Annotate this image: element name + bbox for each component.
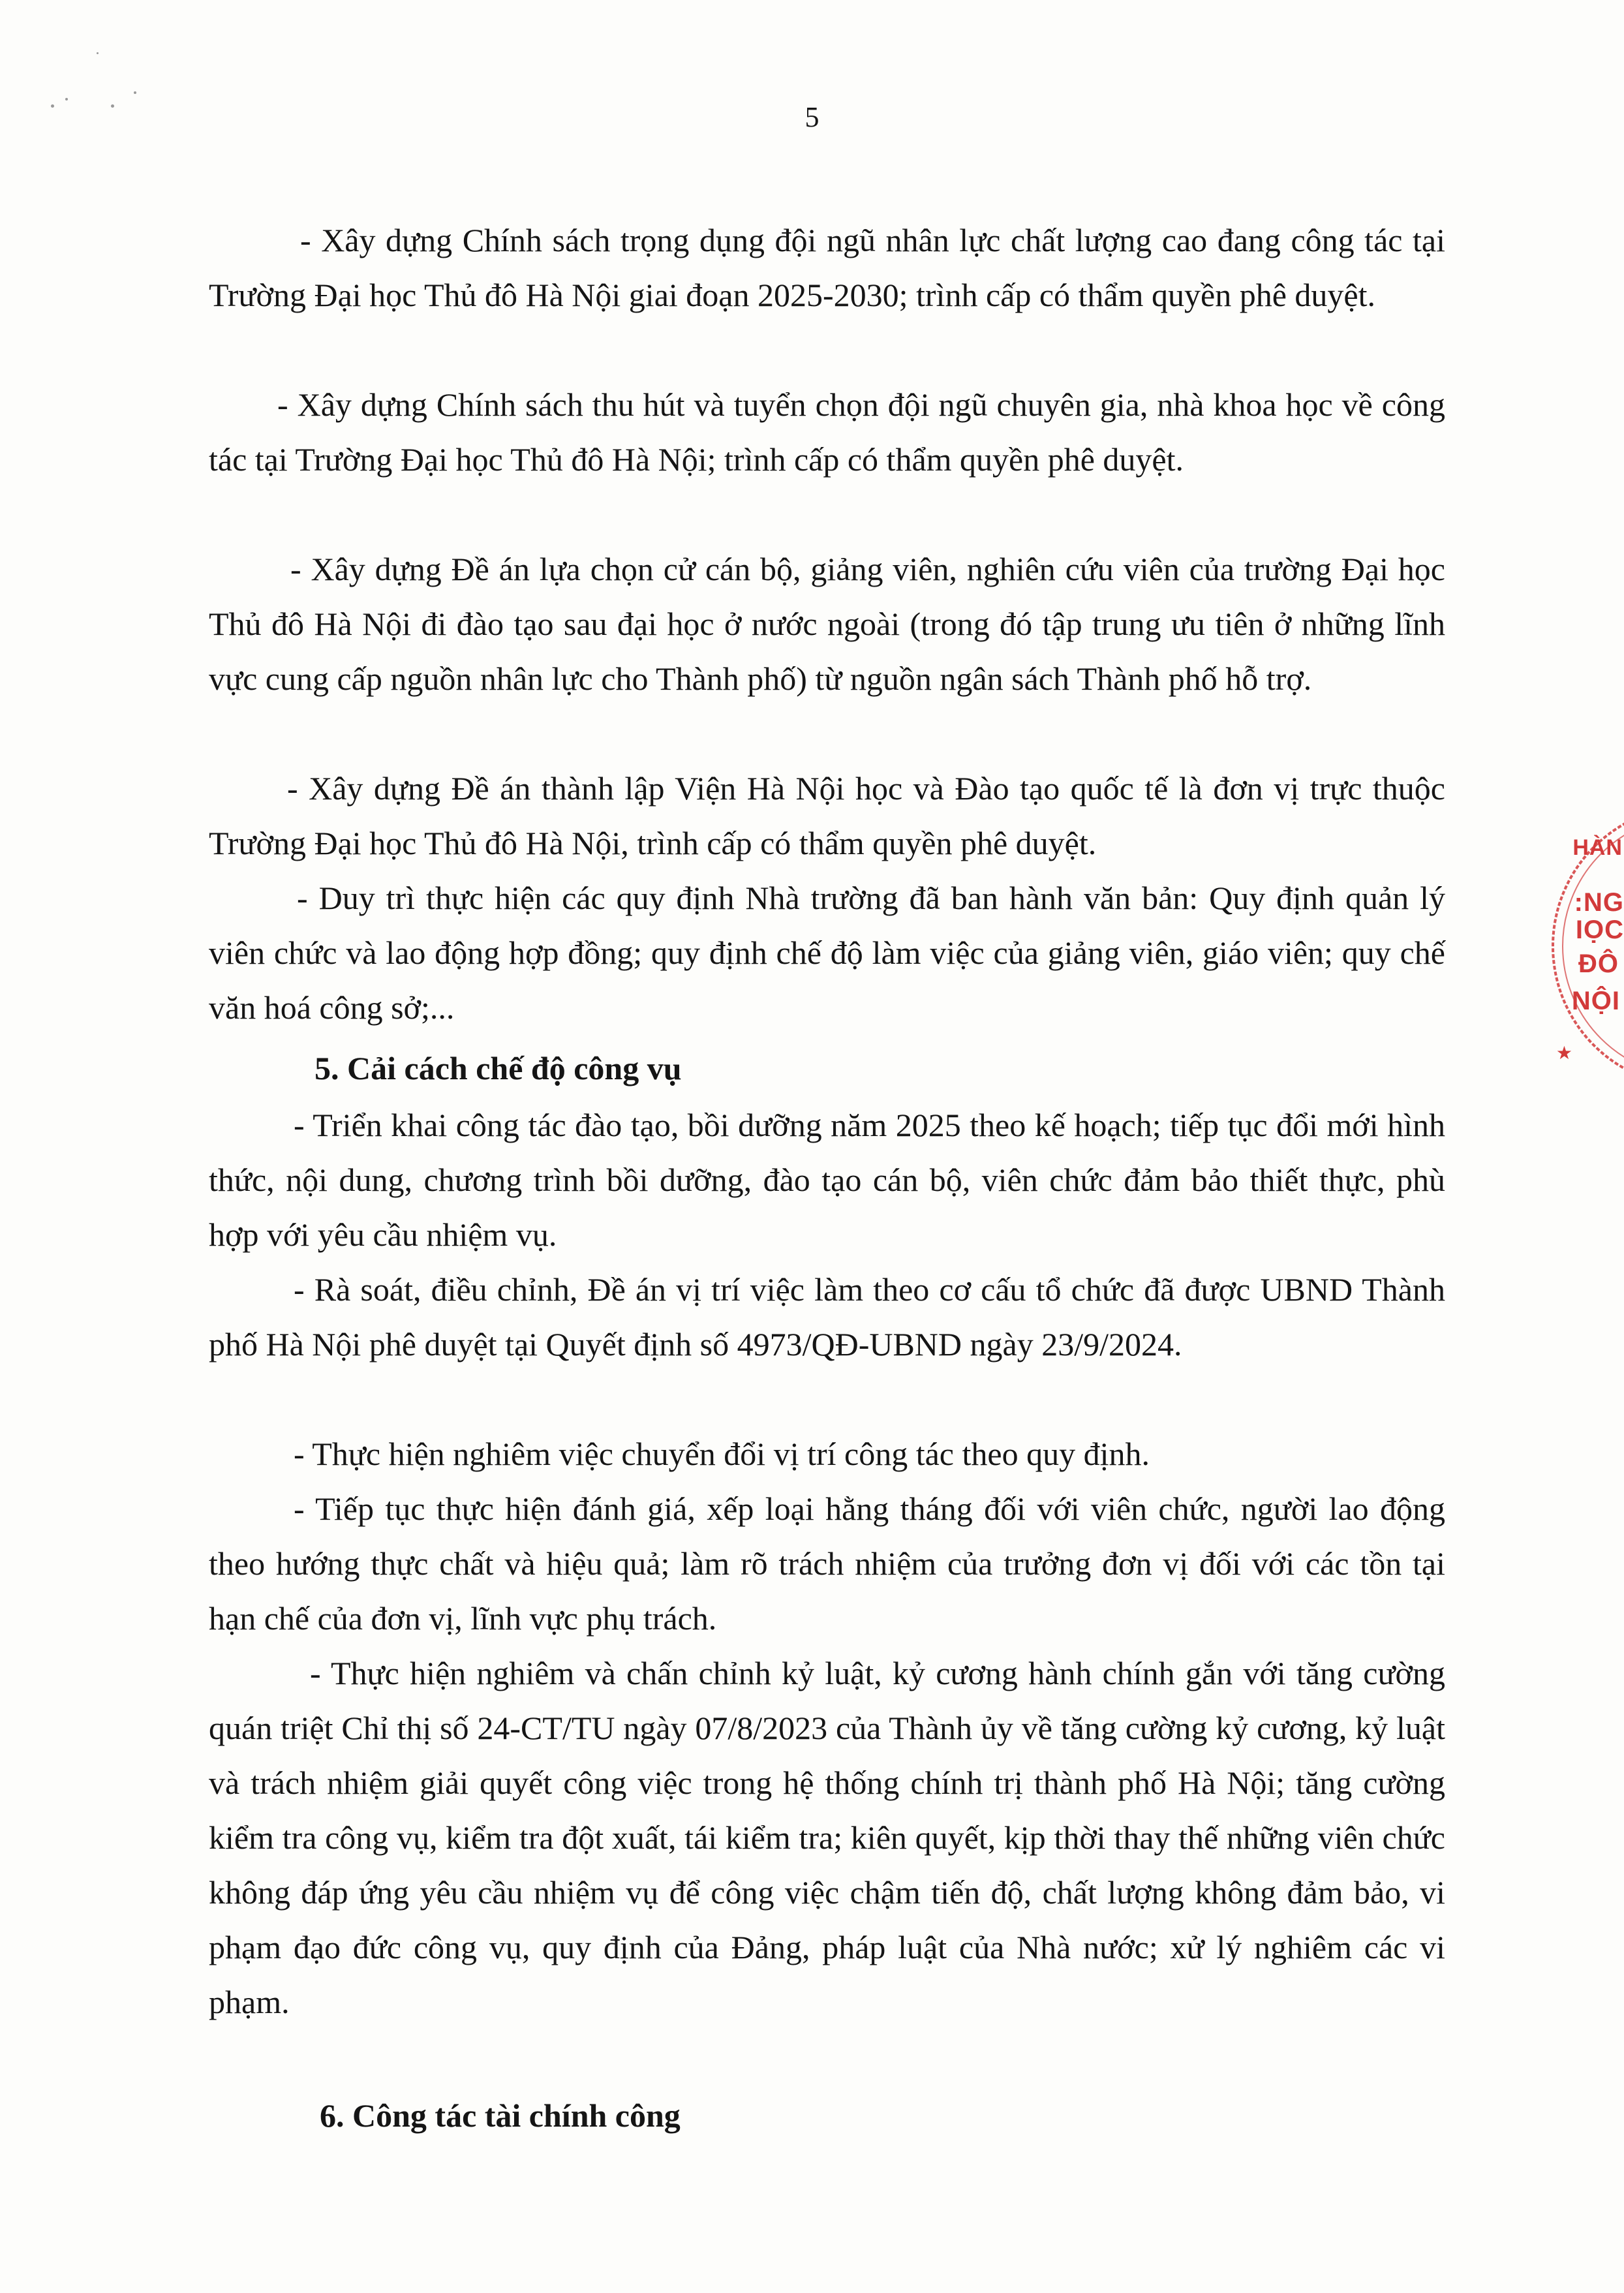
paragraph-10: - Thực hiện nghiêm và chấn chỉnh kỷ luật, kỷ cương hành chính gắn với tăng cường quán triệt Chỉ thị số 24-CT/TU ngày 07/8/2023 của Thành ủy về tăng cường kỷ cương, kỷ luật và trách nhiệm giải quyết công việc trong hệ thống chính trị thành phố Hà Nội; tăng cường kiểm tra công vụ, kiểm tra đột xuất, tái kiểm tra; kiên quyết, kịp thời thay thế những viên chức không đáp ứng yêu cầu nhiệm vụ để công việc chậm tiến độ, chất lượng không đảm bảo, vi phạm đạo đức công vụ, quy định của Đảng, pháp luật của Nhà nước; xử lý nghiêm các vi phạm. — [209, 1655, 1445, 2020]
paragraph-6: - Triển khai công tác đào tạo, bồi dưỡng năm 2025 theo kế hoạch; tiếp tục đổi mới hình thức, nội dung, chương trình bồi dưỡng, đào tạo cán bộ, viên chức đảm bảo thiết thực, phù hợp với yêu cầu nhiệm vụ. — [209, 1107, 1445, 1253]
scan-speck — [97, 52, 99, 54]
paragraph-3: - Xây dựng Đề án lựa chọn cử cán bộ, giảng viên, nghiên cứu viên của trường Đại học Thủ đô Hà Nội đi đào tạo sau đại học ở nước ngoài (trong đó tập trung ưu tiên ở những lĩnh vực cung cấp nguồn nhân lực cho Thành phố) từ nguồn ngân sách Thành phố hỗ trợ. — [209, 551, 1445, 697]
stamp-text-4: ĐÔ — [1578, 949, 1619, 978]
scan-speck — [51, 104, 54, 108]
scan-speck — [111, 104, 114, 108]
stamp-text-1: HÀN — [1572, 835, 1623, 860]
paragraph-2: - Xây dựng Chính sách thu hút và tuyển chọn đội ngũ chuyên gia, nhà khoa học về công tác tại Trường Đại học Thủ đô Hà Nội; trình cấp có thẩm quyền phê duyệt. — [209, 386, 1445, 478]
scan-speck — [65, 98, 68, 100]
page-number: 5 — [804, 101, 820, 133]
section-5-heading: 5. Cải cách chế độ công vụ — [314, 1050, 682, 1086]
stamp-star-icon: ★ — [1555, 1043, 1573, 1063]
section-6-heading: 6. Công tác tài chính công — [320, 2097, 681, 2134]
official-stamp — [1543, 803, 1624, 1090]
paragraph-1: - Xây dựng Chính sách trọng dụng đội ngũ nhân lực chất lượng cao đang công tác tại Trường Đại học Thủ đô Hà Nội giai đoạn 2025-2030; trình cấp có thẩm quyền phê duyệt. — [209, 222, 1445, 313]
paragraph-8: - Thực hiện nghiêm việc chuyển đổi vị trí công tác theo quy định. — [294, 1436, 1150, 1472]
paragraph-5: - Duy trì thực hiện các quy định Nhà trường đã ban hành văn bản: Quy định quản lý viên chức và lao động hợp đồng; quy định chế độ làm việc của giảng viên, giáo viên; quy chế văn hoá công sở;... — [209, 880, 1445, 1026]
stamp-text-5: NỘI — [1571, 987, 1620, 1015]
paragraph-4: - Xây dựng Đề án thành lập Viện Hà Nội học và Đào tạo quốc tế là đơn vị trực thuộc Trường Đại học Thủ đô Hà Nội, trình cấp có thẩm quyền phê duyệt. — [209, 770, 1445, 861]
stamp-text-3: IỌC — [1575, 916, 1624, 944]
paragraph-7: - Rà soát, điều chỉnh, Đề án vị trí việc làm theo cơ cấu tổ chức đã được UBND Thành phố Hà Nội phê duyệt tại Quyết định số 4973/QĐ-UBND ngày 23/9/2024. — [209, 1271, 1445, 1362]
scan-speck — [134, 91, 136, 94]
paragraph-9: - Tiếp tục thực hiện đánh giá, xếp loại hằng tháng đối với viên chức, người lao động theo hướng thực chất và hiệu quả; làm rõ trách nhiệm của trưởng đơn vị đối với các tồn tại hạn chế của đơn vị, lĩnh vực phụ trách. — [209, 1490, 1445, 1637]
stamp-text-2: :NG — [1574, 888, 1624, 917]
